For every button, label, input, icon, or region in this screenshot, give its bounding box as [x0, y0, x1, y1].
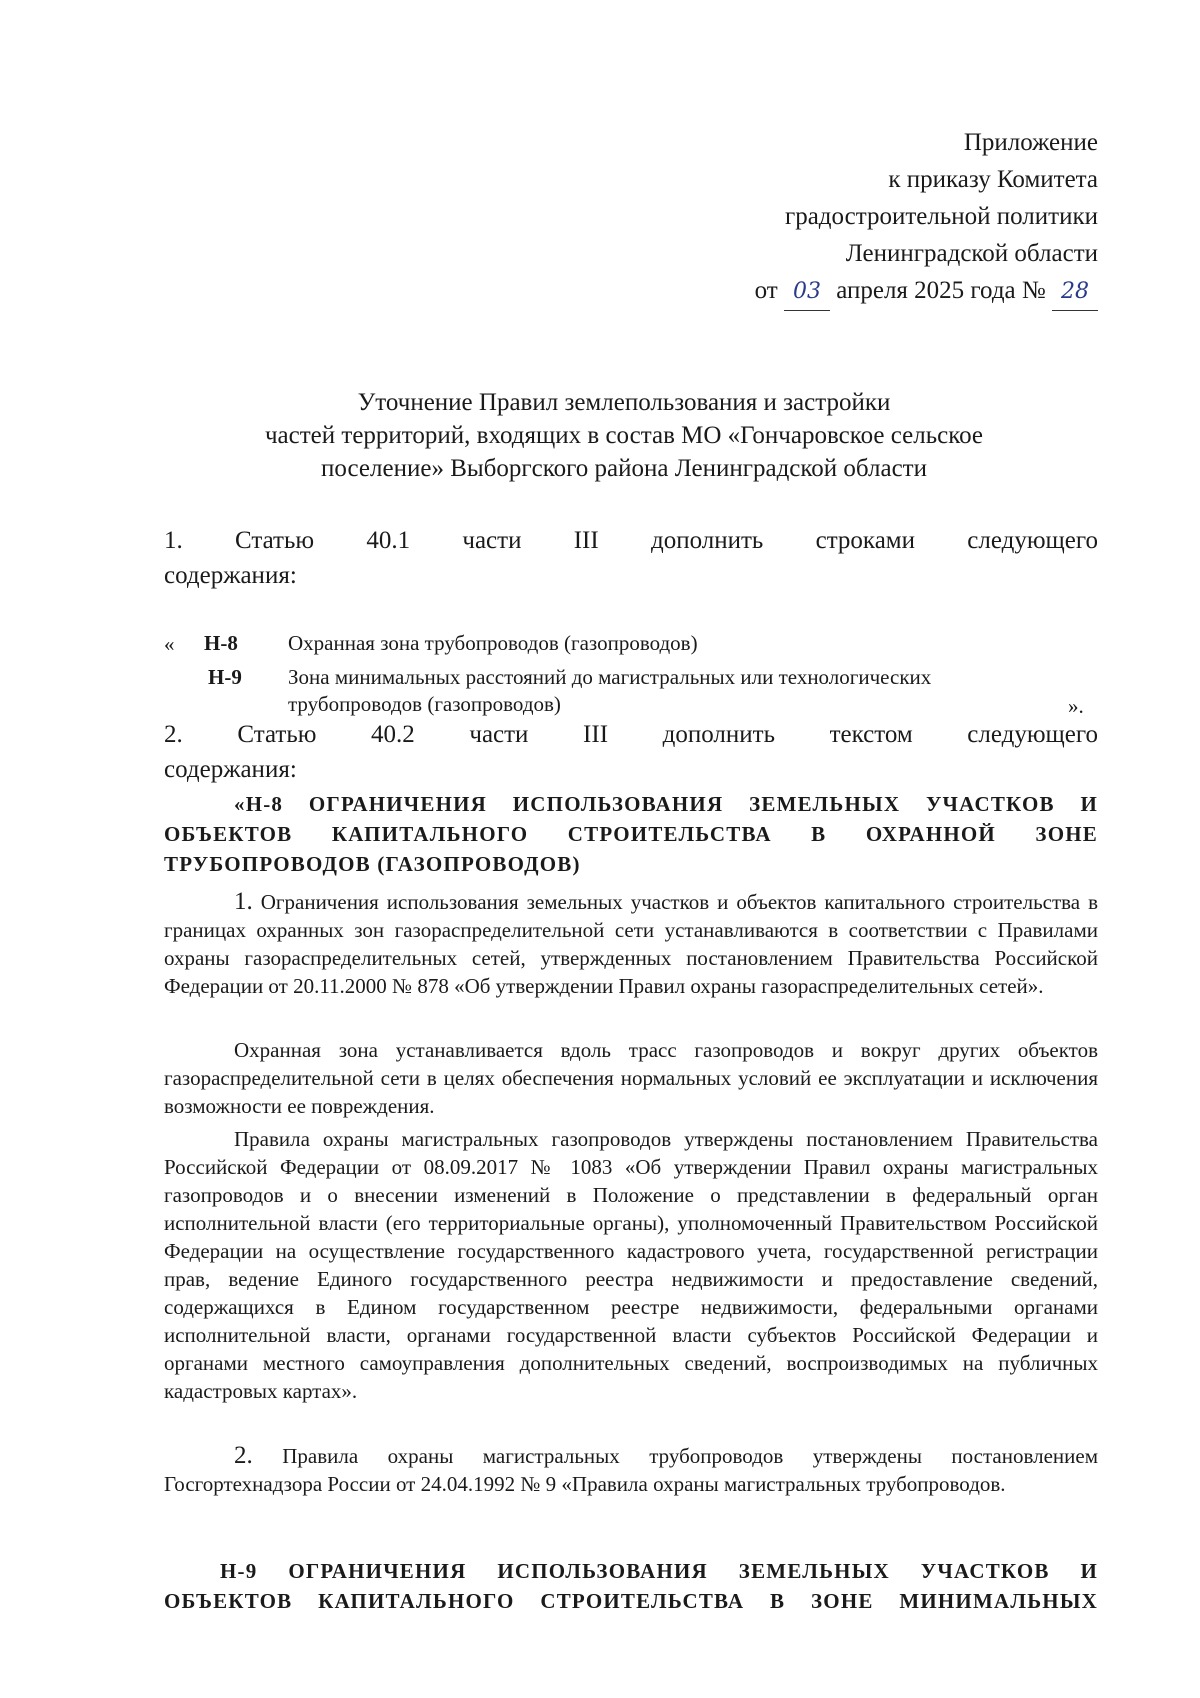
- section-h8-heading: [164, 789, 1098, 879]
- heading-line-1: «Н-8 ОГРАНИЧЕНИЯ ИСПОЛЬЗОВАНИЯ ЗЕМЕЛЬНЫХ УЧАСТКОВ И: [234, 792, 1098, 816]
- zone-desc-cont: трубопроводов (газопроводов): [288, 692, 561, 716]
- open-quote: «: [164, 632, 175, 656]
- item-2-text: 2. Статью 40.2 части III дополнить текстом следующего: [164, 721, 1098, 748]
- section-h9-heading: [164, 1556, 1098, 1616]
- heading-line-1: Н-9 ОГРАНИЧЕНИЯ ИСПОЛЬЗОВАНИЯ ЗЕМЕЛЬНЫХ УЧАСТКОВ И: [220, 1559, 1098, 1583]
- title-line-3: поселение» Выборгского района Ленинградской области: [321, 455, 927, 482]
- annex-date-line: [755, 272, 1098, 311]
- annex-line-2: к приказу Комитета: [888, 166, 1098, 193]
- paragraph-text: Правила охраны магистральных трубопроводов утверждены постановлением Госгортехнадзора России от 24.04.1992 № 9 «Правила охраны магистральных трубопроводов.: [164, 1444, 1099, 1496]
- document-title: [150, 386, 1098, 485]
- heading-line-2: ОБЪЕКТОВ КАПИТАЛЬНОГО СТРОИТЕЛЬСТВА В ЗОНЕ МИНИМАЛЬНЫХ: [164, 1589, 1098, 1613]
- section-h8-paragraph-4: [164, 1442, 1098, 1498]
- heading-line-2: ОБЪЕКТОВ КАПИТАЛЬНОГО СТРОИТЕЛЬСТВА В ОХРАННОЙ ЗОНЕ: [164, 822, 1098, 846]
- item-1-cont: содержания:: [164, 562, 297, 589]
- date-prefix: от: [754, 277, 778, 304]
- annex-line-4: Ленинградской области: [845, 240, 1098, 267]
- section-h8-paragraph-1: [164, 888, 1098, 1000]
- section-h8-paragraph-2: Охранная зона устанавливается вдоль трасс газопроводов и вокруг других объектов газораспределительной сети в целях обеспечения нормальных условий ее эксплуатации и исключения возможности ее повреждения.: [164, 1038, 1098, 1118]
- handwritten-day: 03: [784, 273, 830, 311]
- paragraph-text: Ограничения использования земельных участков и объектов капитального строительства в границах охранных зон газораспределительной сети устанавливаются в соответствии с Правилами охраны газораспределительных сетей, утвержденных постановлением Правительства Российской Федерации от 20.11.2000 № 878 «Об утверждении Правил охраны газораспределительных сетей».: [164, 890, 1098, 998]
- zone-row-h9: [164, 664, 1098, 722]
- heading-line-3: ТРУБОПРОВОДОВ (ГАЗОПРОВОДОВ): [164, 852, 581, 876]
- zone-row-h8: [164, 630, 1098, 660]
- zone-desc: Зона минимальных расстояний до магистральных или технологических: [288, 665, 932, 689]
- date-middle: апреля 2025 года №: [836, 277, 1046, 304]
- item-2-cont: содержания:: [164, 756, 297, 783]
- title-line-2: частей территорий, входящих в состав МО «Гончаровское сельское: [264, 422, 984, 449]
- section-h8-paragraph-3: Правила охраны магистральных газопроводов утверждены постановлением Правительства Российской Федерации от 08.09.2017 № 1083 «Об утверждении Правил охраны магистральных газопроводов и о внесении изменений в Положение о представлении в федеральный орган исполнительной власти (его территориальные органы), уполномоченный Правительством Российской Федерации на осуществление государственного кадастрового учета, государственной регистрации прав, ведение Единого государственного реестра недвижимости и предоставление сведений, содержащихся в Едином государственном реестре недвижимости, федеральными органами исполнительной власти, органами государственной власти субъектов Российской Федерации и органами местного самоуправления дополнительных сведений, воспроизводимых на публичных кадастровых картах».: [164, 1127, 1098, 1403]
- zone-code: Н-9: [208, 665, 242, 689]
- handwritten-order-number: 28: [1052, 273, 1098, 311]
- paragraph-number: 1.: [234, 888, 253, 915]
- annex-header: [755, 124, 1098, 311]
- close-quote: ».: [1068, 694, 1084, 718]
- zone-code: Н-8: [204, 631, 238, 655]
- annex-line-1: Приложение: [963, 129, 1098, 156]
- paragraph-number: 2.: [234, 1442, 253, 1469]
- annex-line-3: градостроительной политики: [784, 203, 1098, 230]
- zone-desc: Охранная зона трубопроводов (газопроводов): [288, 631, 698, 655]
- item-1-text: 1. Статью 40.1 части III дополнить строками следующего: [164, 527, 1098, 554]
- title-line-1: Уточнение Правил землепользования и застройки: [357, 389, 891, 416]
